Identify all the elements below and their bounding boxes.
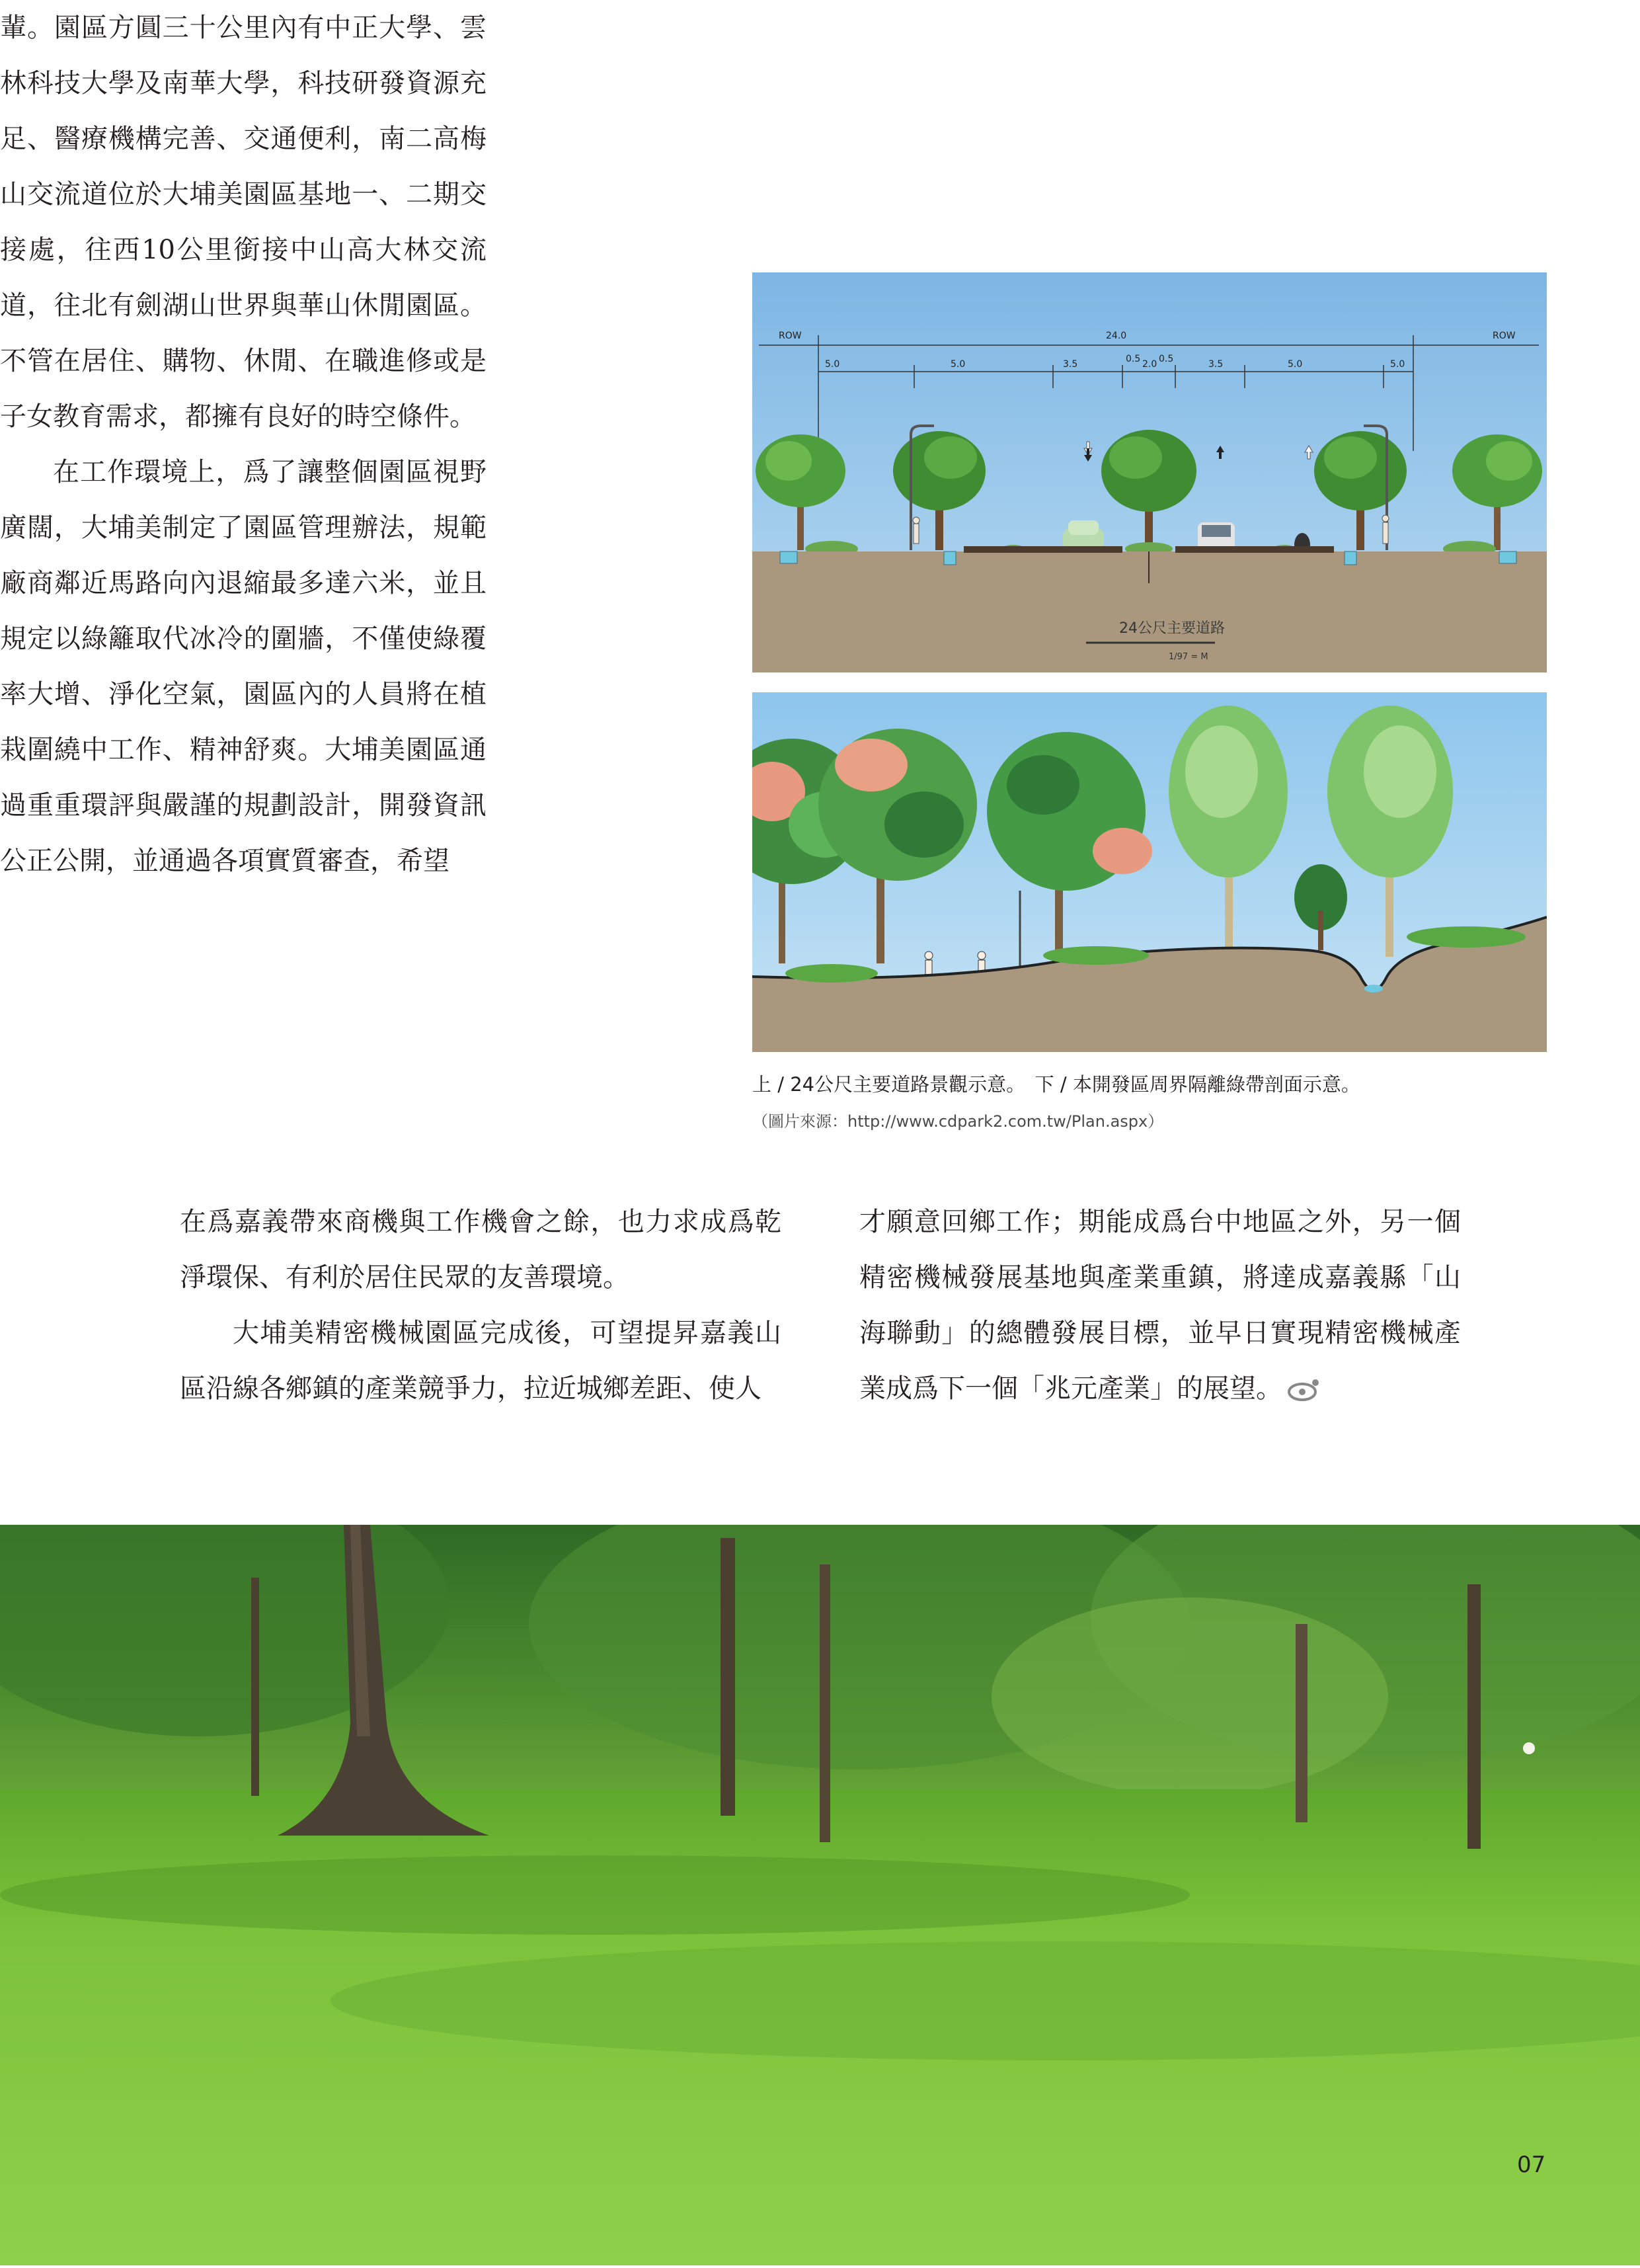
dim-label: 2.0 (1142, 359, 1157, 370)
ditch (1499, 551, 1516, 563)
dim-label: 5.0 (1288, 359, 1303, 370)
lawn-and-trees-image (0, 1525, 1640, 2265)
dim-label: 5.0 (1390, 359, 1405, 370)
dim-label: 5.0 (825, 359, 840, 370)
dim-label: 5.0 (951, 359, 966, 370)
article-column-right (859, 1194, 1461, 1416)
page-number: 07 (1517, 2152, 1546, 2178)
row-left-label: ROW (779, 331, 802, 341)
ditch (1345, 551, 1356, 565)
total-width-label: 24.0 (1106, 331, 1127, 341)
road-section-drawing (752, 272, 1547, 672)
dim-label: 0.5 (1159, 354, 1174, 364)
paragraph-text: 才願意回鄉工作；期能成爲台中地區之外，另一個精密機械發展基地與產業重鎮，將達成嘉義縣「山海聯動」的總體發展目標，並早日實現精密機械產業成爲下一個「兆元產業」的展望。 (859, 1207, 1461, 1404)
park-photo (0, 1525, 1640, 2265)
dim-label: 0.5 (1126, 354, 1141, 364)
paragraph: 在工作環境上，爲了讓整個園區視野廣闊，大埔美制定了園區管理辦法，規範廠商鄰近馬路向內退縮最多達六米，並且規定以綠籬取代冰冷的圍牆，不僅使綠覆率大增、淨化空氣，園區內的人員將在植栽圍繞中工作、精神舒爽。大埔美園區通過重重環評與嚴謹的規劃設計，開發資訊公正公開，並通過各項實質審查，希望 (0, 457, 487, 876)
figure-source: （圖片來源：http://www.cdpark2.com.tw/Plan.aspx） (752, 1112, 1164, 1131)
road-surface (1175, 546, 1334, 553)
paragraph: 在爲嘉義帶來商機與工作機會之餘，也力求成爲乾淨環保、有利於居住民眾的友善環境。 (180, 1207, 781, 1293)
dim-label: 3.5 (1063, 359, 1078, 370)
road-label: 24公尺主要道路 (1119, 620, 1225, 637)
paragraph (859, 1194, 1461, 1416)
row-right-label: ROW (1493, 331, 1516, 341)
dim-label: 3.5 (1208, 359, 1224, 370)
ditch (1364, 985, 1383, 992)
figure-caption: 上 / 24公尺主要道路景觀示意。 下 / 本開發區周界隔離綠帶剖面示意。 (752, 1073, 1360, 1096)
ditch (780, 551, 797, 563)
buffer-section-drawing (752, 692, 1547, 1052)
ditch (944, 551, 956, 565)
paragraph: 大埔美精密機械園區完成後，可望提昇嘉義山區沿線各鄉鎮的產業競爭力，拉近城鄉差距、使人 (180, 1318, 781, 1404)
end-mark-icon (1286, 1377, 1321, 1404)
article-column-top (0, 0, 487, 889)
article-column-left (180, 1194, 781, 1416)
paragraph: 輩。園區方圓三十公里內有中正大學、雲林科技大學及南華大學，科技研發資源充足、醫療機構完善、交通便利，南二高梅山交流道位於大埔美園區基地一、二期交接處，往西10公里銜接中山高大林交流道，往北有劍湖山世界與華山休閒園區。不管在居住、購物、休閒、在職進修或是子女教育需求，都擁有良好的時空條件。 (0, 13, 487, 432)
buffer-section-figure (752, 692, 1547, 1052)
road-surface (964, 546, 1122, 553)
road-section-figure (752, 272, 1547, 672)
scale-label: 1/97 = M (1169, 652, 1208, 662)
